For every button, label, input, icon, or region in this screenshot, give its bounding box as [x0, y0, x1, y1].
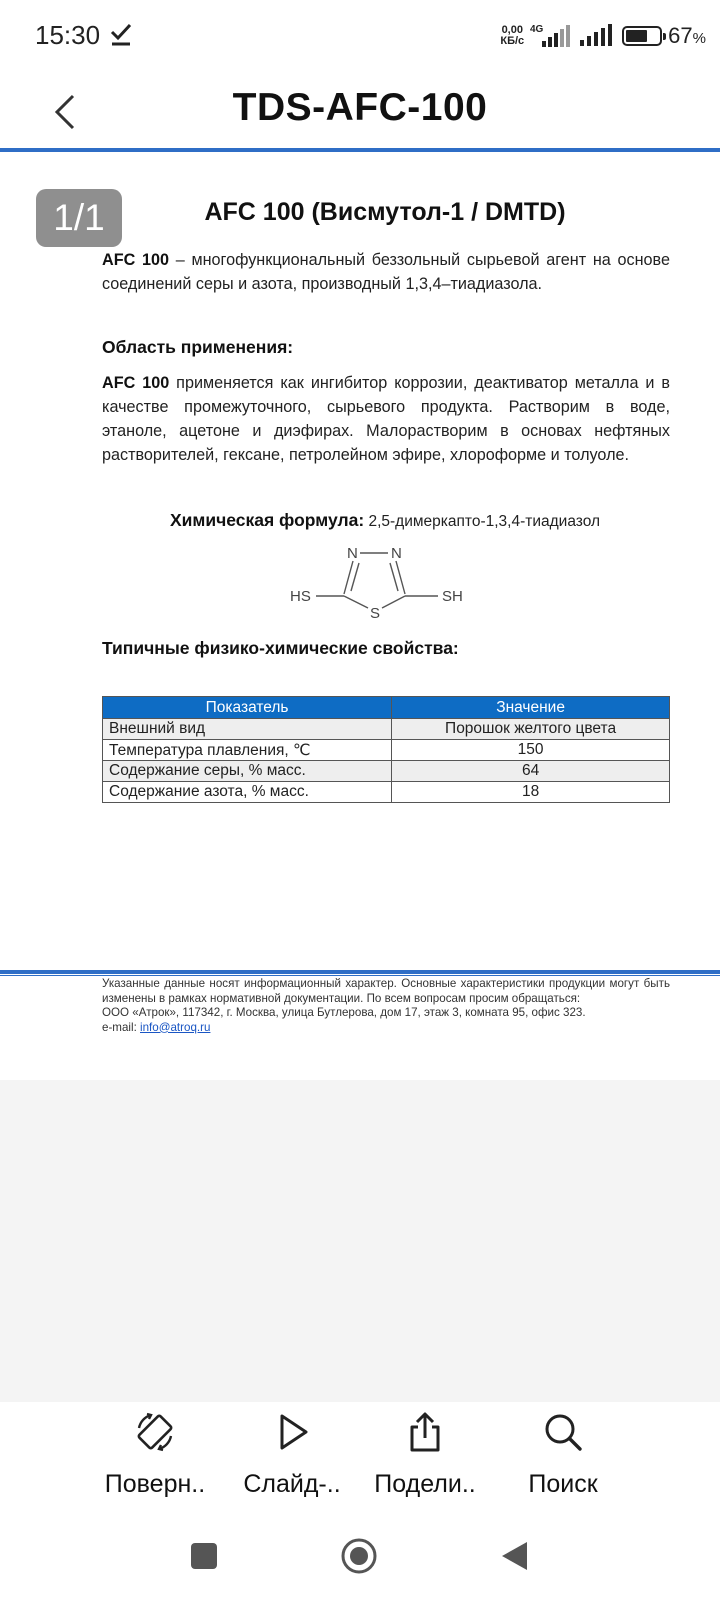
system-back-button[interactable]	[492, 1534, 536, 1578]
table-cell-value: 150	[392, 740, 670, 761]
battery-percent-value: 67	[668, 23, 693, 48]
table-row	[103, 740, 670, 761]
document-page[interactable]	[0, 160, 720, 1080]
recent-apps-button[interactable]	[182, 1534, 226, 1578]
table-cell-parameter: Содержание серы, % масс.	[103, 761, 392, 782]
status-bar	[0, 0, 720, 72]
slideshow-button[interactable]	[222, 1410, 362, 1510]
application-product-name: AFC 100	[102, 374, 170, 392]
table-cell-value: 18	[392, 782, 670, 803]
home-button[interactable]	[337, 1534, 381, 1578]
footer-divider-thin	[0, 975, 720, 976]
battery-percentage	[668, 23, 706, 49]
battery-level-fill	[626, 30, 647, 42]
application-text: применяется как ингибитор коррозии, деактиватор металла и в качестве промежуточного, сырьевого продукта. Растворим в воде, этаноле, ацетоне и диэфирах. Малорастворим в основах нефтяных растворителей, гексане, петролейном эфире, хлороформе и толуоле.	[102, 374, 670, 464]
network-speed-value: 0,00	[501, 24, 523, 36]
rotate-icon	[133, 1410, 177, 1454]
network-speed	[500, 25, 524, 47]
application-heading: Область применения:	[102, 337, 294, 357]
footer-text	[102, 977, 670, 1035]
table-header-value: Значение	[392, 697, 670, 719]
molecule-atom-n-left: N	[347, 545, 358, 562]
properties-table	[102, 696, 670, 803]
battery-icon	[622, 26, 662, 46]
share-label: Подели..	[374, 1470, 476, 1498]
molecule-atom-s: S	[370, 605, 381, 622]
search-icon	[541, 1410, 585, 1454]
network-type-label: 4G	[530, 24, 544, 35]
product-title: AFC 100 (Висмутол-1 / DMTD)	[204, 198, 566, 226]
molecule-group-hs: HS	[290, 588, 311, 605]
table-cell-value: 64	[392, 761, 670, 782]
signal-4g-icon	[530, 23, 572, 49]
search-button[interactable]	[493, 1410, 633, 1510]
document-title: TDS-AFC-100	[232, 86, 488, 129]
triangle-back-icon	[499, 1540, 529, 1572]
footer-email-label: e-mail:	[102, 1020, 141, 1034]
share-icon	[403, 1410, 447, 1454]
footer-address: ООО «Атрок», 117342, г. Москва, улица Бутлерова, дом 17, этаж 3, комната 95, офис 323.	[102, 1006, 586, 1019]
circle-icon	[340, 1537, 378, 1575]
signal-strength-icon	[580, 24, 614, 48]
rotate-button[interactable]	[85, 1410, 225, 1510]
footer-divider	[0, 970, 720, 974]
play-icon	[270, 1410, 314, 1454]
search-label: Поиск	[528, 1470, 598, 1498]
table-row	[103, 719, 670, 740]
rotate-label: Поверн..	[104, 1470, 206, 1498]
viewer-background	[0, 1080, 720, 1402]
chemical-formula-line	[0, 510, 720, 531]
status-time: 15:30	[35, 20, 101, 50]
table-cell-parameter: Содержание азота, % масс.	[103, 782, 392, 803]
molecule-atom-n-right: N	[391, 545, 402, 562]
application-paragraph	[102, 371, 670, 467]
formula-label: Химическая формула:	[169, 510, 365, 530]
table-header-row	[103, 697, 670, 719]
intro-text: – многофункциональный беззольный сырьевой агент на основе соединений серы и азота, производный 1,3,4–тиадиазола.	[102, 251, 670, 293]
intro-paragraph	[102, 248, 670, 296]
properties-heading: Типичные физико-химические свойства:	[102, 638, 459, 658]
table-cell-parameter: Внешний вид	[103, 719, 392, 740]
battery-percent-symbol: %	[692, 30, 706, 47]
formula-value: 2,5-димеркапто-1,3,4-тиадиазол	[364, 513, 601, 530]
header-divider	[0, 148, 720, 152]
intro-product-name: AFC 100	[102, 251, 169, 269]
square-icon	[190, 1542, 218, 1570]
molecule-group-sh: SH	[442, 588, 463, 605]
battery-tip	[663, 33, 666, 40]
table-cell-parameter: Температура плавления, ℃	[103, 740, 392, 761]
app-bar	[0, 72, 720, 152]
bottom-toolbar	[0, 1402, 720, 1512]
download-complete-icon	[110, 22, 132, 48]
table-cell-value: Порошок желтого цвета	[392, 719, 670, 740]
footer-email-link[interactable]: info@atroq.ru	[140, 1020, 211, 1034]
molecule-structure-diagram	[290, 538, 490, 628]
table-row	[103, 782, 670, 803]
network-speed-unit: КБ/с	[500, 35, 525, 47]
footer-contact	[102, 1021, 670, 1036]
table-header-parameter: Показатель	[103, 697, 392, 719]
page-indicator: 1/1	[36, 189, 122, 247]
table-row	[103, 761, 670, 782]
status-indicators	[500, 20, 706, 52]
system-navigation-bar	[0, 1512, 720, 1600]
slideshow-label: Слайд-..	[243, 1470, 341, 1498]
footer-disclaimer: Указанные данные носят информационный характер. Основные характеристики продукции могут быть изменены в рамках нормативной документации. По всем вопросам просим обращаться:	[102, 977, 670, 1005]
share-button[interactable]	[355, 1410, 495, 1510]
